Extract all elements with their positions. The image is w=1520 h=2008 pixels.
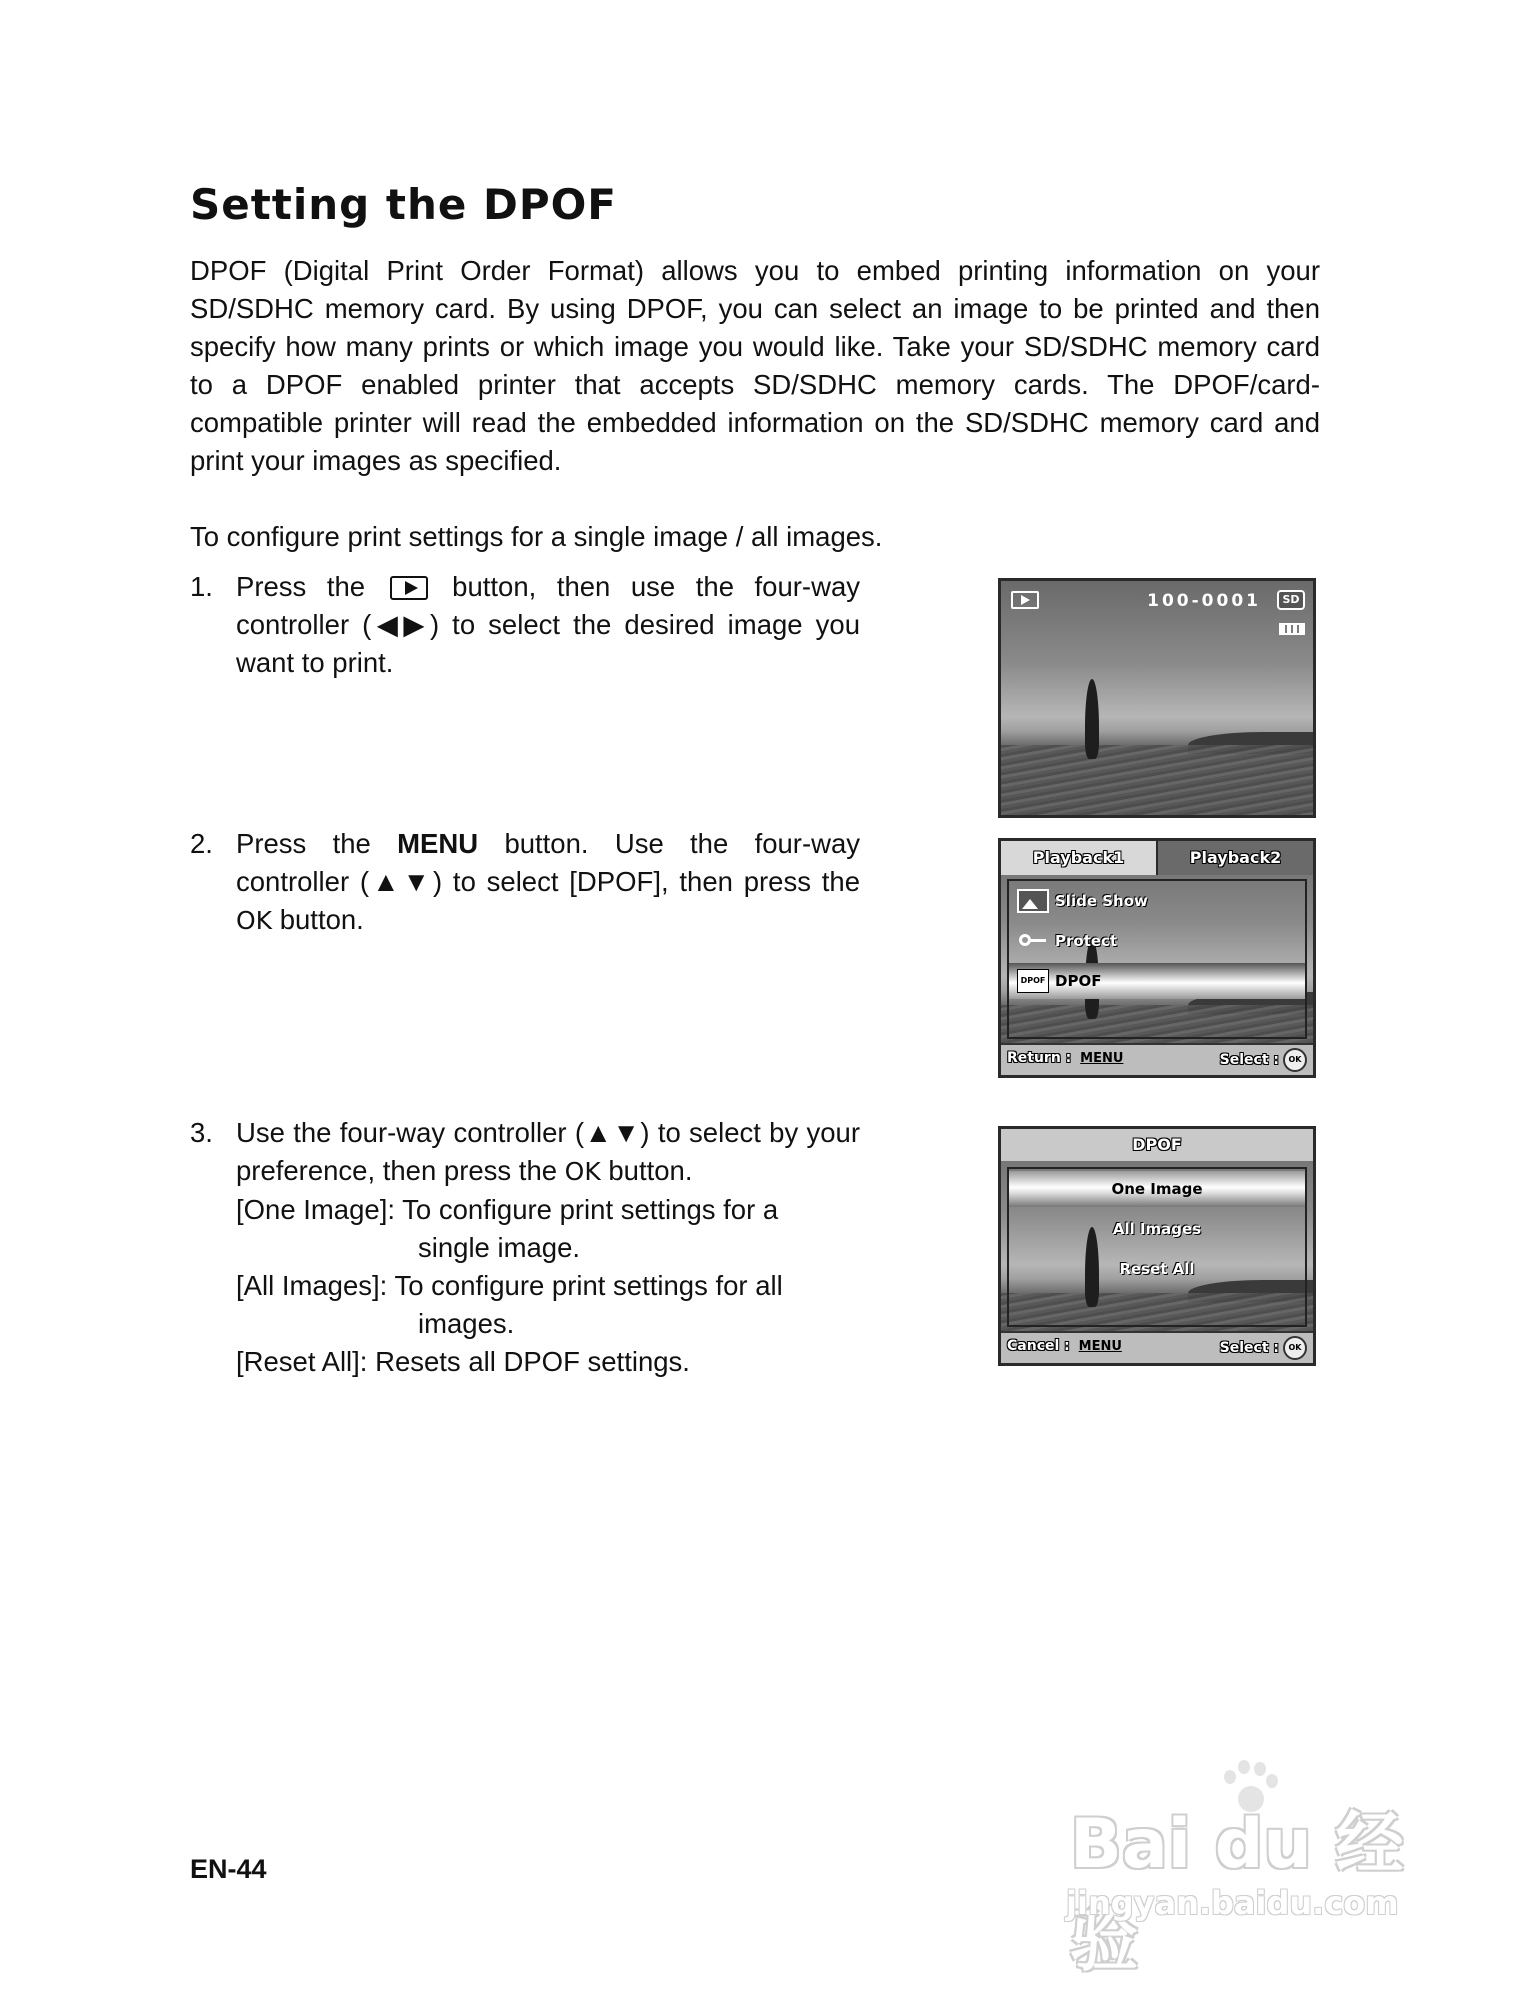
watermark-brand: Bai du 经验 [1070,1805,1404,1981]
ok-button-icon: OK [1283,1048,1307,1072]
dpof-menu-screen [998,1126,1316,1366]
dpof-option-all-images[interactable]: All Images [1112,1220,1202,1238]
ok-button-icon: OK [1283,1336,1307,1360]
section-subhead: To configure print settings for a single image / all images. [190,521,883,552]
step-number: 2. [190,828,213,859]
step-number: 3. [190,1117,213,1148]
menu-key-label: MENU [397,828,479,859]
sd-card-icon: SD [1277,590,1305,610]
intro-paragraph: DPOF (Digital Print Order Format) allows you to embed printing information on your SD/SDHC memory card. By using DPOF, you can select an image to be printed and then specify how many prints or which image you would like. Take your SD/SDHC memory card to a DPOF enabled printer that accepts SD/SDHC memory cards. The DPOF/card-compatible printer will read the embedded information on the SD/SDHC memory card and print your images as specified. [190,255,1320,476]
dpof-icon: DPOF [1017,969,1049,993]
menu-key: MENU [1078,1339,1122,1354]
menu-footer [1001,1043,1313,1075]
watermark-url: jingyan.baidu.com [1066,1884,1399,1922]
page-title: Setting the DPOF [190,180,617,229]
step-number: 1. [190,571,213,602]
step-text: Press the MENU button. Use the four-way controller (▲▼) to select [DPOF], then press the OK button. [236,828,861,935]
battery-icon [1279,623,1305,635]
option-all-images: [All Images]: To configure print settings for all [236,1270,783,1301]
slideshow-icon [1017,889,1049,913]
dpof-option-one-image[interactable]: One Image [1009,1171,1305,1207]
return-label: Return : [1007,1050,1072,1066]
key-icon [1017,929,1049,953]
option-reset-all: [Reset All]: Resets all DPOF settings. [236,1346,690,1377]
dpof-menu-title: DPOF [1001,1129,1313,1161]
playback-mode-icon [1011,591,1039,609]
step-2 [190,825,860,940]
playback-menu-screen [998,838,1316,1078]
menu-key: MENU [1080,1051,1124,1066]
step-3 [190,1114,860,1381]
dpof-option-reset-all[interactable]: Reset All [1119,1260,1195,1278]
menu-list [1007,879,1307,1039]
playback-screen [998,578,1316,818]
tree [1085,679,1099,759]
step-text: Press the button, then use the four-way controller (◀▶) to select the desired image you want to print. [236,571,860,678]
page-number: EN-44 [190,1854,267,1884]
menu-item-dpof[interactable]: DPOF DPOF [1009,963,1305,999]
menu-tabs [1001,841,1313,875]
baidu-watermark [1060,1760,1420,1981]
dpof-option-list [1007,1167,1307,1327]
tab-playback1[interactable]: Playback1 [1001,841,1156,875]
playback-button-icon [390,576,428,600]
landscape-photo [1001,581,1313,815]
file-number: 100-0001 [1147,591,1261,611]
cancel-label: Cancel : [1007,1338,1070,1354]
menu-item-protect[interactable]: Protect [1009,923,1305,959]
step-1 [190,568,860,682]
ok-key-label: OK [236,906,273,935]
option-one-image: [One Image]: To configure print settings for a [236,1194,779,1225]
ok-key-label: OK [564,1157,601,1186]
dpof-footer [1001,1331,1313,1363]
menu-item-slide-show[interactable]: Slide Show [1009,883,1305,919]
step-text: Use the four-way controller (▲▼) to select by your preference, then press the OK button. [One Image]: To configure print settings for a single image. [All Images]: To configure print settings for all images. [Reset All]: Resets all DPOF settings. [236,1114,860,1381]
select-label: Select : [1219,1052,1279,1068]
select-label: Select : [1219,1340,1279,1356]
tab-playback2[interactable]: Playback2 [1156,841,1313,875]
